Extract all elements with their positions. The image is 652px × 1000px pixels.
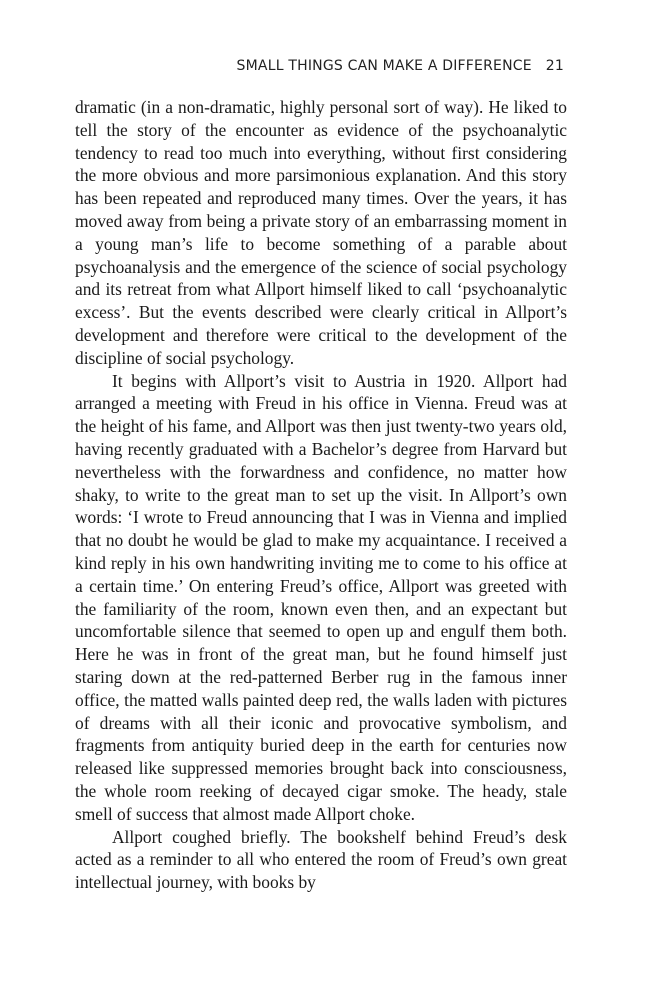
paragraph-allport-coughed: Allport coughed briefly. The bookshelf behind Freud’s desk acted as a reminder to all who entered the room of Freud’s own great intellectual journey, with books by [75,826,567,893]
paragraph-allport-visit: It begins with Allport’s visit to Austria in 1920. Allport had arranged a meeting with Freud in his office in Vienna. Freud was at the height of his fame, and Allport was then just twenty-two years old, having recently graduated with a Bachelor’s degree from Harvard but nevertheless with the forwardness and confidence, no matter how shaky, to write to the great man to set up the visit. In Allport’s own words: ‘I wrote to Freud announcing that I was in Vienna and implied that no doubt he would be glad to make my acquaintance. I received a kind reply in his own handwriting inviting me to come to his office at a certain time.’ On entering Freud’s office, Allport was greeted with the familiarity of the room, known even then, and an expectant but uncomfortable silence that seemed to open up and engulf them both. Here he was in front of the great man, but he found himself just staring down at the red-patterned Berber rug in the famous inner office, the matted walls painted deep red, the walls laden with pictures of dreams with all their iconic and provocative symbolism, and fragments from antiquity buried deep in the earth for centuries now released like suppressed memories brought back into consciousness, the whole room reeking of decayed cigar smoke. The heady, stale smell of success that almost made Allport choke. [75,370,567,824]
body-text [75,96,567,894]
running-title: SMALL THINGS CAN MAKE A DIFFERENCE [236,58,532,74]
running-header [237,58,564,74]
page-number: 21 [545,58,564,74]
paragraph-continued: dramatic (in a non-dramatic, highly personal sort of way). He liked to tell the story of the encounter as evidence of the psychoanalytic tendency to read too much into everything, without first considering the more obvious and more parsimonious explanation. And this story has been repeated and reproduced many times. Over the years, it has moved away from being a private story of an embarrassing moment in a young man’s life to become something of a parable about psychoanalysis and the emergence of the science of social psychology and its retreat from what Allport himself liked to call ‘psychoanalytic excess’. But the events described were clearly critical in Allport’s development and therefore were critical to the development of the discipline of social psychology. [75,97,567,368]
